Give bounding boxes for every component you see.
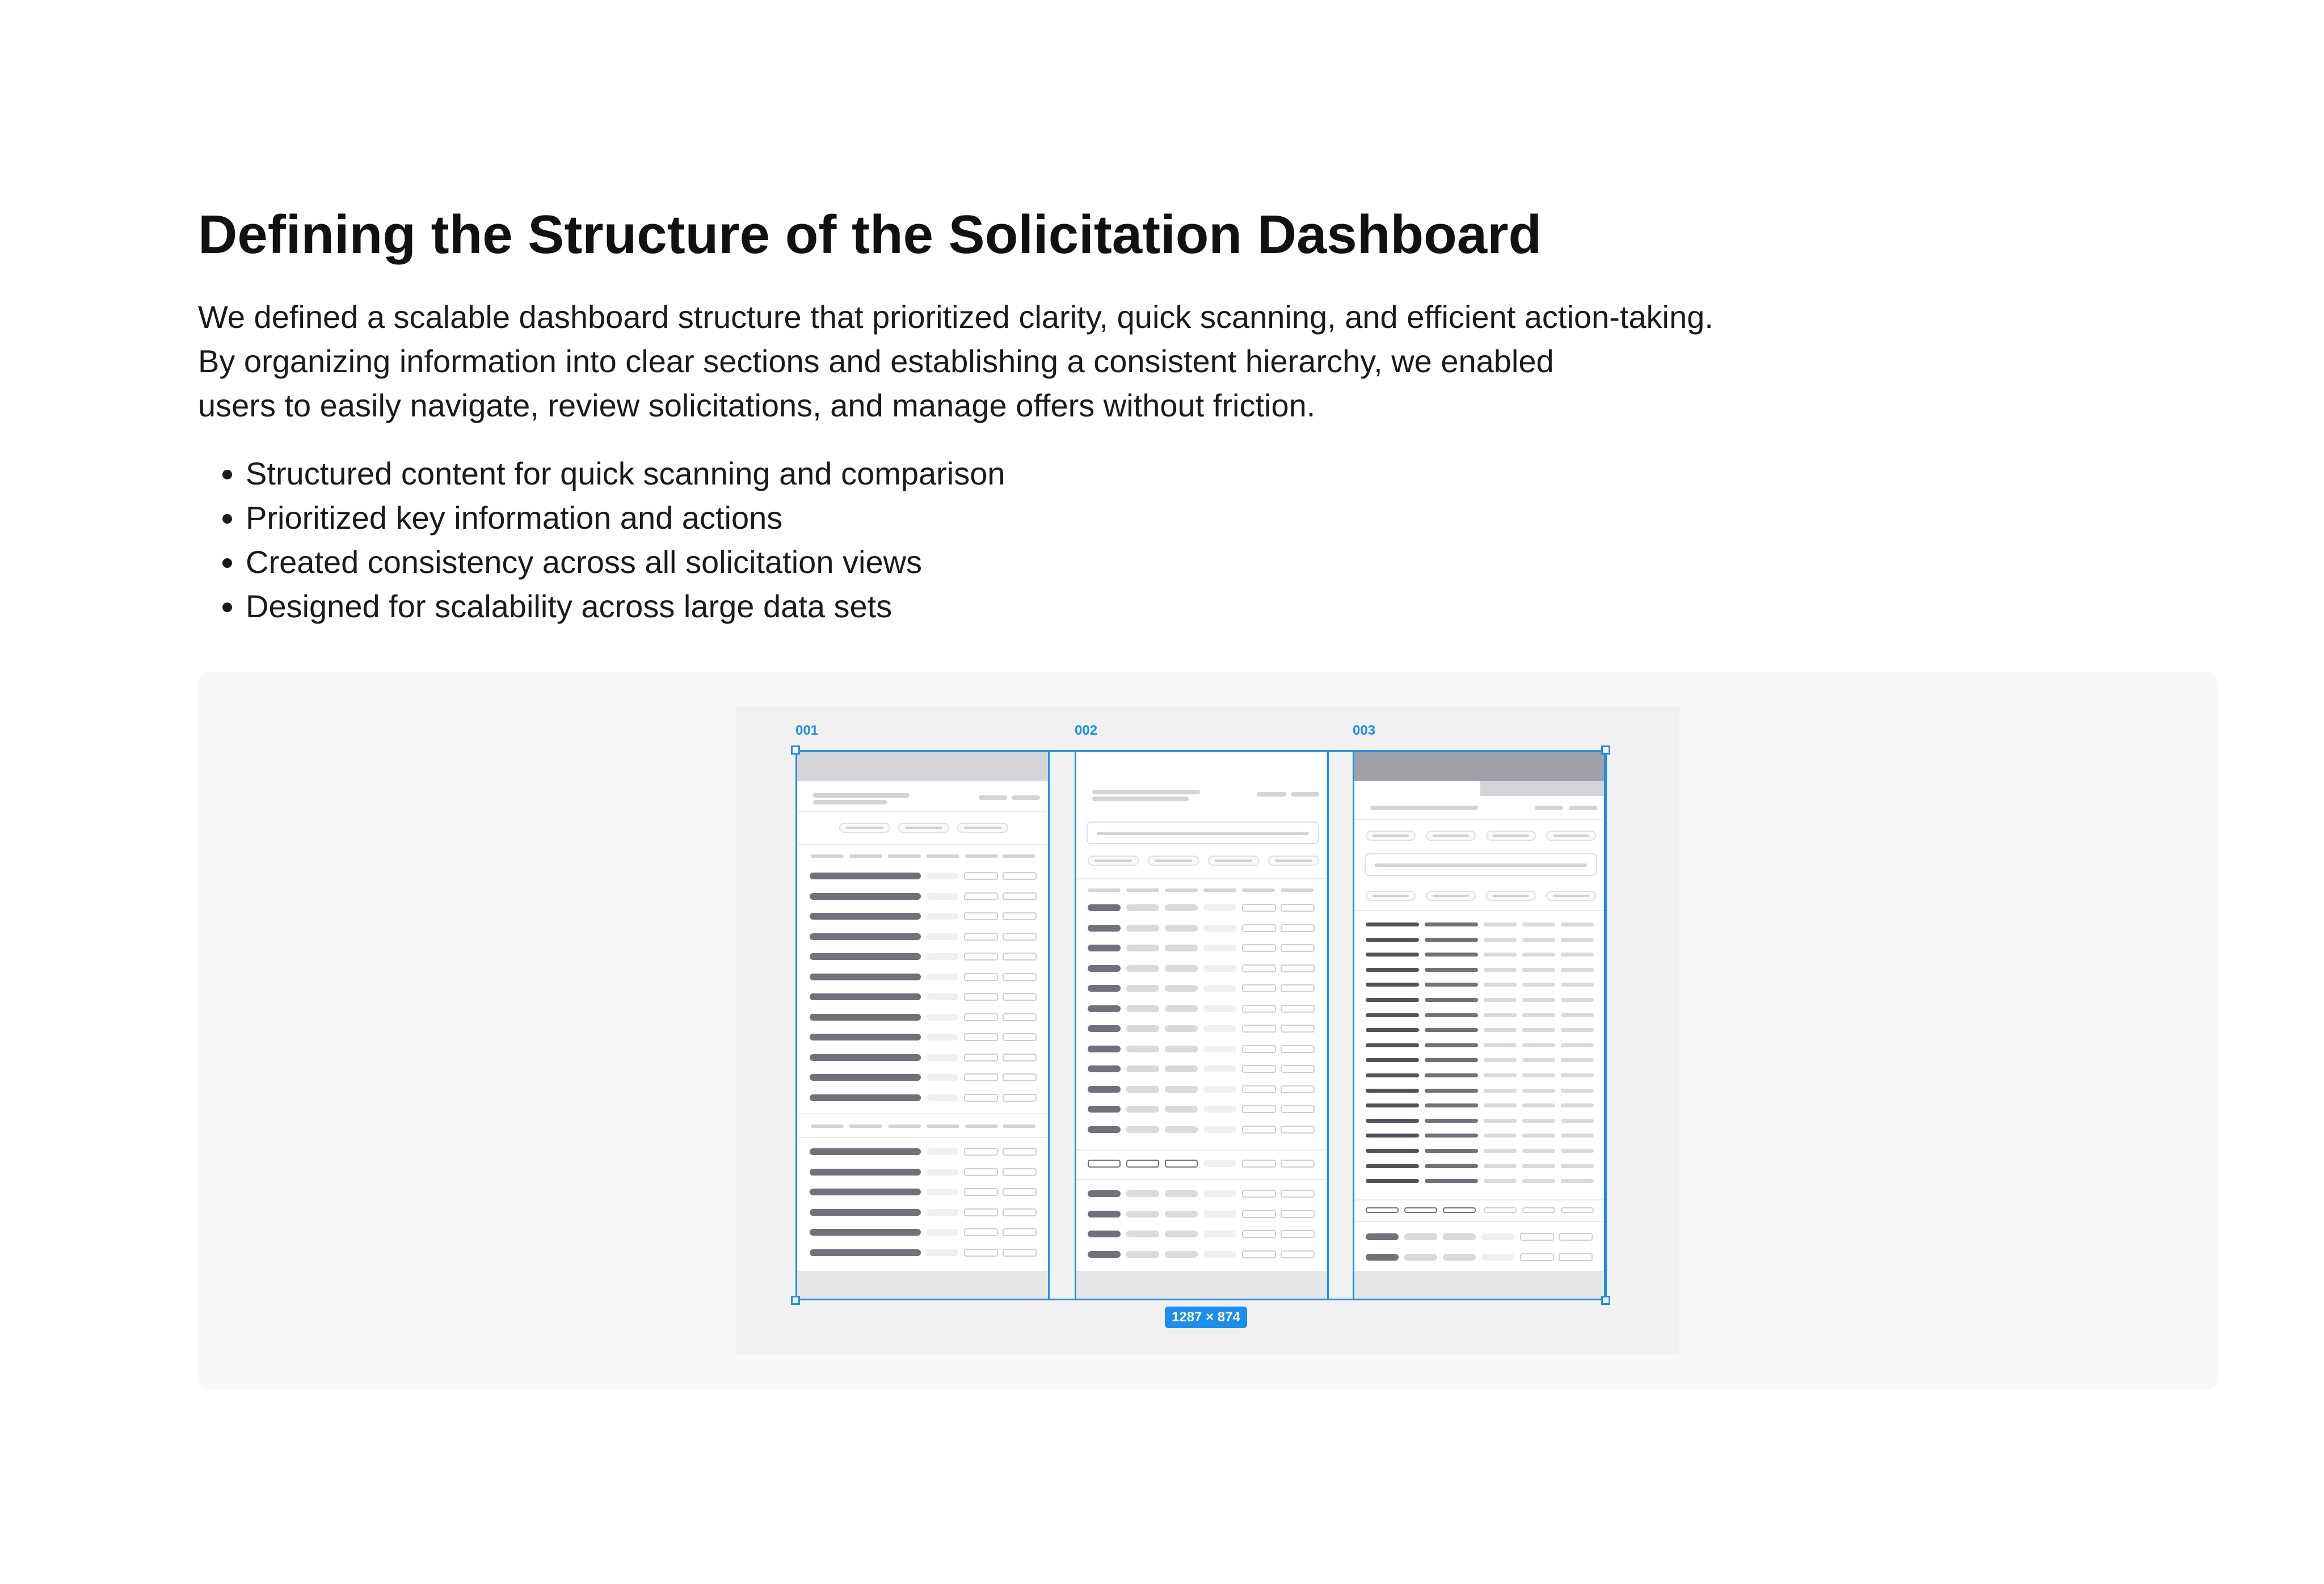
case-study-section — [198, 200, 2218, 629]
highlight-item: • Designed for scalability across large data sets — [246, 584, 2218, 629]
section-description — [198, 295, 2070, 428]
design-frame-area — [736, 707, 1679, 1354]
highlights-list — [198, 452, 2218, 629]
resize-handle-bottom-right[interactable] — [1601, 1296, 1610, 1305]
artboard-label-003: 003 — [1353, 723, 1376, 738]
resize-handle-top-left[interactable] — [791, 745, 800, 755]
resize-handle-top-right[interactable] — [1601, 745, 1610, 755]
description-line-1: We defined a scalable dashboard structure that prioritized clarity, quick scanning, and efficient action-taking. — [198, 299, 1713, 335]
highlight-item: • Structured content for quick scanning and comparison — [246, 452, 2218, 496]
selection-outline[interactable] — [795, 750, 1606, 1300]
design-canvas-preview — [198, 672, 2218, 1389]
highlight-item: • Created consistency across all solicitation views — [246, 540, 2218, 584]
artboard-label-002: 002 — [1075, 723, 1098, 738]
selection-size-badge: 1287 × 874 — [1165, 1307, 1247, 1328]
description-line-3: users to easily navigate, review solicitations, and manage offers without friction. — [198, 387, 1316, 423]
description-line-2: By organizing information into clear sections and establishing a consistent hierarchy, we enabled — [198, 343, 1554, 379]
section-heading: Defining the Structure of the Solicitation Dashboard — [198, 204, 1542, 265]
resize-handle-bottom-left[interactable] — [791, 1296, 800, 1305]
highlight-item: • Prioritized key information and actions — [246, 496, 2218, 540]
artboard-label-001: 001 — [795, 723, 819, 738]
